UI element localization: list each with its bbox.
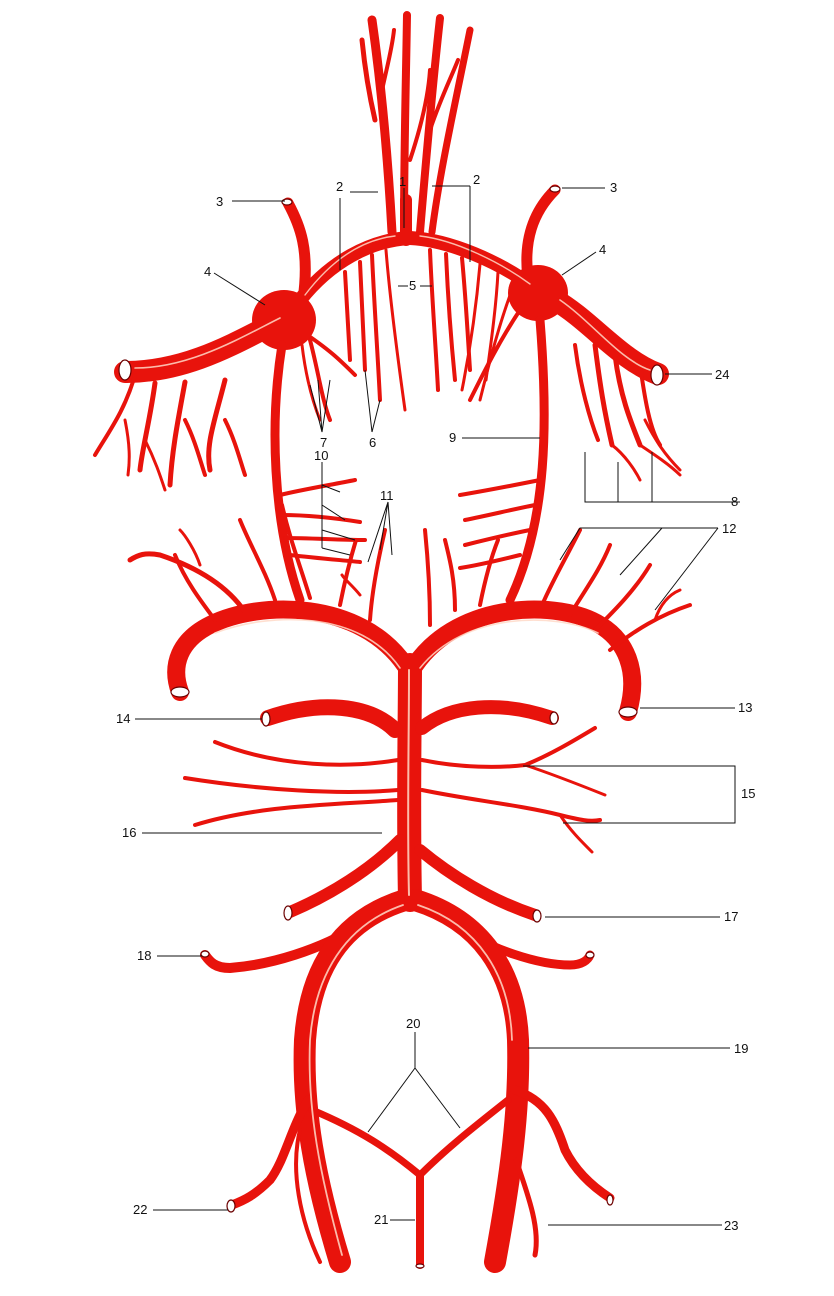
frontal-branches <box>362 15 470 232</box>
label-18: 18 <box>137 948 152 963</box>
label-9: 9 <box>449 430 457 445</box>
leader-20 <box>368 1032 460 1132</box>
label-17: 17 <box>724 909 739 924</box>
label-19: 19 <box>734 1041 749 1056</box>
label-14: 14 <box>116 711 131 726</box>
label-2a: 2 <box>336 179 344 194</box>
pcomm-branches <box>280 480 540 568</box>
label-11: 11 <box>380 488 394 503</box>
label-12: 12 <box>722 521 737 536</box>
leader-12 <box>560 528 718 610</box>
label-2b: 2 <box>473 172 481 187</box>
label-1: 1 <box>399 174 407 189</box>
label-15: 15 <box>741 786 756 801</box>
label-22: 22 <box>133 1202 148 1217</box>
label-13: 13 <box>738 700 753 715</box>
leader-4b <box>562 252 596 275</box>
label-10: 10 <box>314 448 329 463</box>
label-7: 7 <box>320 435 328 450</box>
middle-cerebral-branches-left <box>95 375 245 490</box>
label-3a: 3 <box>216 194 224 209</box>
label-24: 24 <box>715 367 730 382</box>
label-4a: 4 <box>204 264 212 279</box>
label-6: 6 <box>369 435 377 450</box>
label-3b: 3 <box>610 180 618 195</box>
label-8: 8 <box>731 494 739 509</box>
label-16: 16 <box>122 825 137 840</box>
vessel-highlights <box>135 236 650 1255</box>
leader-4a <box>214 273 265 305</box>
posterior-inferior-cerebellar <box>205 925 590 968</box>
internal-carotid-right <box>470 190 658 400</box>
label-4b: 4 <box>599 242 607 257</box>
label-23: 23 <box>724 1218 739 1233</box>
perforating-branches <box>345 250 515 410</box>
label-21: 21 <box>374 1212 389 1227</box>
label-5: 5 <box>409 278 417 293</box>
vessel-network <box>95 15 690 1268</box>
label-20: 20 <box>406 1016 421 1031</box>
internal-carotid-left <box>125 203 355 420</box>
